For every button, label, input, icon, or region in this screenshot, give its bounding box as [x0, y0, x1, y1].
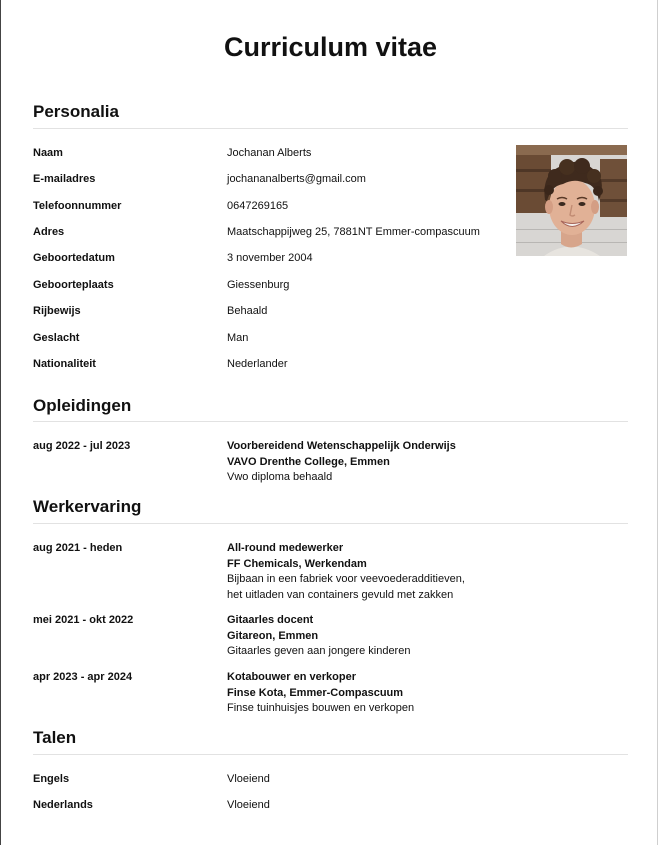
field-label: Geboorteplaats	[33, 279, 114, 291]
section-divider	[33, 523, 628, 524]
field-label: E-mailadres	[33, 173, 96, 185]
field-label: Rijbewijs	[33, 305, 81, 317]
entry-description: Vwo diploma behaald	[227, 471, 333, 483]
entry-period: aug 2021 - heden	[33, 542, 123, 554]
portrait-image	[516, 145, 627, 256]
language-level: Vloeiend	[227, 799, 270, 811]
field-value: 3 november 2004	[227, 252, 313, 264]
field-label: Telefoonnummer	[33, 200, 122, 212]
field-value: jochananalberts@gmail.com	[227, 173, 366, 185]
field-value: Behaald	[227, 305, 268, 317]
entry-description: Finse tuinhuisjes bouwen en verkopen	[227, 702, 415, 714]
entry-organization: Finse Kota, Emmer-Compascuum	[227, 686, 404, 699]
language-name: Engels	[33, 773, 70, 785]
field-label: Geslacht	[33, 332, 80, 344]
language-name: Nederlands	[33, 799, 93, 811]
field-value: Giessenburg	[227, 279, 290, 291]
entry-description: het uitladen van containers gevuld met zakken	[227, 588, 454, 601]
field-value: Nederlander	[227, 358, 288, 370]
language-level: Vloeiend	[227, 773, 270, 785]
field-label: Nationaliteit	[33, 358, 96, 370]
entry-title: Gitaarles docent	[227, 614, 314, 626]
field-label: Geboortedatum	[33, 252, 115, 264]
entry-organization: Gitareon, Emmen	[227, 629, 319, 642]
section-divider	[33, 128, 628, 129]
entry-description: Gitaarles geven aan jongere kinderen	[227, 645, 411, 657]
entry-organization: VAVO Drenthe College, Emmen	[227, 455, 390, 468]
field-value: Man	[227, 332, 249, 344]
page-title: Curriculum vitae	[223, 32, 438, 62]
field-label: Naam	[33, 147, 63, 159]
page-left-border	[0, 0, 1, 845]
field-value: Maatschappijweg 25, 7881NT Emmer-compascuum	[227, 226, 480, 238]
section-title-personalia: Personalia	[33, 102, 119, 121]
field-value: Jochanan Alberts	[227, 147, 312, 159]
entry-title: Voorbereidend Wetenschappelijk Onderwijs	[227, 440, 456, 452]
entry-organization: FF Chemicals, Werkendam	[227, 557, 367, 570]
profile-photo	[516, 145, 627, 256]
section-title-opleidingen: Opleidingen	[33, 396, 132, 415]
field-label: Adres	[33, 226, 65, 238]
section-divider	[33, 754, 628, 755]
field-value: 0647269165	[227, 200, 289, 212]
section-title-werkervaring: Werkervaring	[33, 497, 142, 516]
entry-title: Kotabouwer en verkoper	[227, 671, 356, 683]
entry-period: apr 2023 - apr 2024	[33, 671, 133, 683]
entry-period: aug 2022 - jul 2023	[33, 440, 131, 452]
entry-title: All-round medewerker	[227, 542, 344, 554]
section-title-talen: Talen	[33, 728, 77, 747]
entry-description: Bijbaan in een fabriek voor veevoederadditieven,	[227, 573, 465, 585]
section-divider	[33, 421, 628, 422]
entry-period: mei 2021 - okt 2022	[33, 614, 134, 626]
